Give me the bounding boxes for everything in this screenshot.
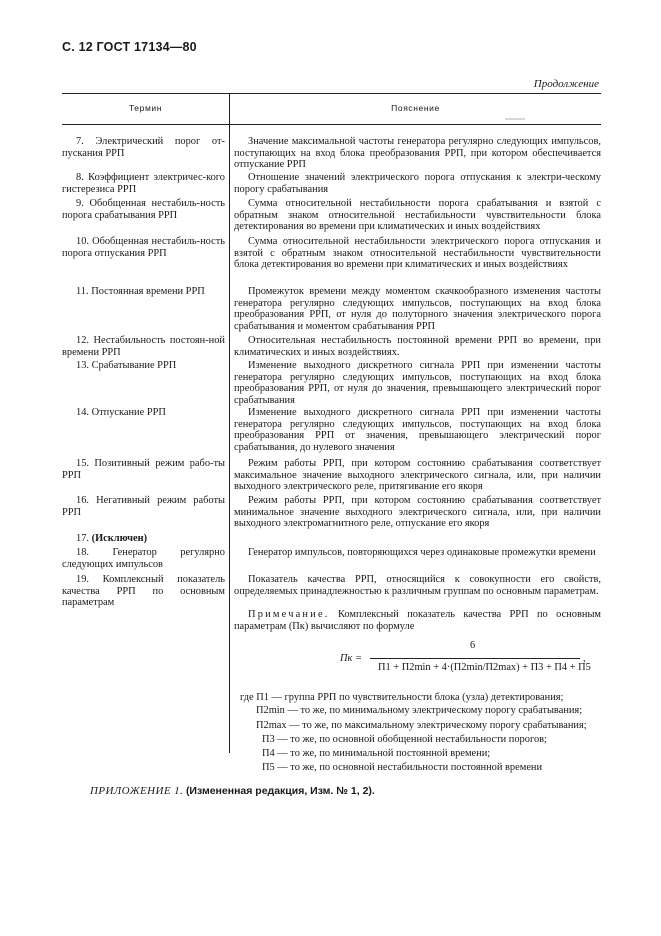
- term-8: 8. Коэффициент электричес-кого гистерезиса РРП: [62, 172, 225, 195]
- term-7: 7. Электрический порог от-пускания РРП: [62, 136, 225, 159]
- explanation-12: Относительная нестабильность постоянной времени РРП во времени, при климатических и иных воздействиях.: [234, 335, 601, 358]
- formula-numerator: 6: [470, 640, 476, 651]
- explanation-10: Сумма относительной нестабильности электрического порога отпускания и взятой с обратным знаком относительной нестабильности чувствительности блока детектирования во времени при климатических и иных воздействиях: [234, 236, 601, 271]
- note-label: Примечание.: [248, 609, 330, 620]
- formula-denominator: П1 + П2min + 4·(П2min/П2max) + П3 + П4 + П5: [378, 662, 591, 673]
- legend-item: П3 — то же, по основной обобщенной нестабильности порогов;: [262, 734, 547, 745]
- explanation-14: Изменение выходного дискретного сигнала РРП при изменении частоты генератора регулярно следующих импульсов, поступающих на вход блока преобразования РРП от значения, превышающего электрический порог срабатывания, до нулевого значения: [234, 407, 601, 453]
- term-10: 10. Обобщенная нестабиль-ность порога отпускания РРП: [62, 236, 225, 259]
- appendix-revision: (Измененная редакция, Изм. № 1, 2).: [185, 785, 375, 797]
- term-18: 18. Генератор регулярно следующих импульсов: [62, 547, 225, 570]
- legend-item: П5 — то же, по основной нестабильности постоянной времени: [262, 762, 543, 773]
- explanation-19: Показатель качества РРП, относящийся к совокупности его свойств, определяемых принадлежностью к различным группам по основным параметрам.: [234, 574, 601, 597]
- explanation-15: Режим работы РРП, при котором состоянию срабатывания соответствует максимальное значение выходного электрического сигнала, или, при наличии выходного электрического реле, притягивание его якоря: [234, 458, 601, 493]
- explanation-11: Промежуток времени между моментом скачкообразного изменения частоты генератора регулярно следующих импульсов, поступающих на вход блока преобразования РРП, от нуля до полуторного значения электрического порога срабатывания и моментом срабатывания РРП: [234, 286, 601, 332]
- legend-item: П2min — то же, по минимальному электрическому порогу срабатывания;: [256, 705, 583, 716]
- table-divider: [229, 123, 230, 753]
- excluded-label: (Исключен): [91, 533, 148, 544]
- term-16: 16. Негативный режим работы РРП: [62, 495, 225, 518]
- term-17: 17. (Исключен): [76, 533, 148, 544]
- term-13: 13. Срабатывание РРП: [76, 360, 177, 371]
- note-text: Комплексный показатель качества РРП по основным параметрам (Пк) вычисляют по формуле: [234, 609, 601, 632]
- term-19: 19. Комплексный показатель качества РРП по основным параметрам: [62, 574, 225, 609]
- appendix-label: ПРИЛОЖЕНИЕ 1.: [90, 785, 184, 797]
- explanation-18: Генератор импульсов, повторяющихся через одинаковые промежутки времени: [248, 547, 596, 558]
- page-header: С. 12 ГОСТ 17134—80: [62, 40, 197, 54]
- scan-mark: [505, 118, 525, 120]
- legend-item: П2max — то же, по максимальному электрическому порогу срабатывания;: [256, 720, 587, 731]
- legend-item: П4 — то же, по минимальной постоянной времени;: [262, 748, 491, 759]
- column-explanation-header: Пояснение: [391, 103, 440, 113]
- legend-item: где П1 — группа РРП по чувствительности блока (узла) детектирования;: [240, 692, 564, 703]
- explanation-9: Сумма относительной нестабильности порога срабатывания и взятой с обратным знаком относительной нестабильности чувствительности блока детектирования во времени при климатических и иных воздействиях: [234, 198, 601, 233]
- explanation-13: Изменение выходного дискретного сигнала РРП при изменении частоты генератора регулярно следующих импульсов, поступающих на вход блока преобразования РРП, от нуля до значения, превышающего электрический порог срабатывания: [234, 360, 601, 406]
- continuation-label: Продолжение: [533, 78, 599, 90]
- term-15: 15. Позитивный режим рабо-ты РРП: [62, 458, 225, 481]
- explanation-8: Отношение значений электрического порога отпускания к электри-ческому порогу срабатывания: [234, 172, 601, 195]
- term-9: 9. Обобщенная нестабиль-ность порога срабатывания РРП: [62, 198, 225, 221]
- table-header: [62, 93, 601, 125]
- term-11: 11. Постоянная времени РРП: [76, 286, 205, 297]
- explanation-7: Значение максимальной частоты генератора регулярно следующих импульсов, поступающих на вход блока преобразования РРП, при котором обеспечивается отпускание РРП: [234, 136, 601, 171]
- note-paragraph: [234, 609, 601, 632]
- explanation-16: Режим работы РРП, при котором состоянию срабатывания соответствует минимальное значение выходного электрического сигнала, или, при наличии выходного электромагнитного реле, отпускание его якоря: [234, 495, 601, 530]
- column-term-header: Термин: [128, 103, 163, 113]
- term-14: 14. Отпускание РРП: [76, 407, 166, 418]
- formula-lhs: Пк =: [340, 653, 362, 664]
- formula: Пк = 6 П1 + П2min + 4·(П2min/П2max) + П3 + П4 + П5 ,: [340, 640, 591, 673]
- term-12: 12. Нестабильность постоян-ной времени РРП: [62, 335, 225, 358]
- appendix-note: [90, 785, 375, 797]
